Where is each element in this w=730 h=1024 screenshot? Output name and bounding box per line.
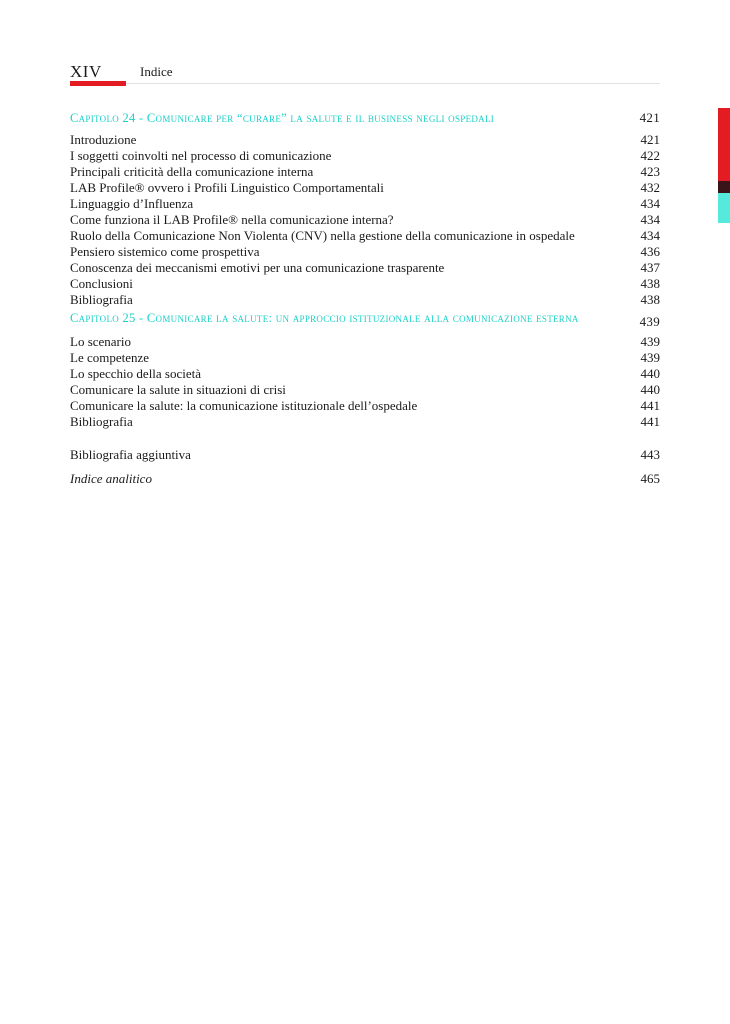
toc-entry-title: Principali criticità della comunicazione interna: [70, 164, 314, 179]
toc-entry-page: 421: [640, 132, 660, 147]
toc-entry-title: Ruolo della Comunicazione Non Violenta (CNV) nella gestione della comunicazione in ospedale: [70, 228, 575, 243]
toc-extra-bibliografia-aggiuntiva[interactable]: [70, 447, 660, 463]
chapter-25-heading[interactable]: [70, 310, 660, 329]
toc-entry[interactable]: [70, 228, 660, 244]
toc-entry-title: LAB Profile® ovvero i Profili Linguistico Comportamentali: [70, 180, 384, 195]
toc-extra-indice-analitico[interactable]: [70, 471, 660, 487]
thumb-tab-cyan: [718, 193, 730, 223]
page-number: XIV: [70, 62, 102, 81]
toc-entry-page: 439: [640, 350, 660, 365]
chapter-title: Capitolo 24 - Comunicare per “curare” la salute e il business negli ospedali: [70, 111, 495, 125]
toc-entry-title: Lo scenario: [70, 334, 132, 349]
toc-entry-title: Linguaggio d’Influenza: [70, 196, 194, 211]
toc-entry-title: Pensiero sistemico come prospettiva: [70, 244, 260, 259]
toc-entry[interactable]: [70, 212, 660, 228]
thumb-tab-dark: [718, 181, 730, 193]
toc-entry[interactable]: [70, 132, 660, 148]
toc-entry-page: 422: [640, 148, 660, 163]
running-head-title: Indice: [140, 64, 173, 79]
toc-entry-title: Bibliografia aggiuntiva: [70, 447, 191, 462]
toc-entry[interactable]: [70, 276, 660, 292]
toc-entry-title: Comunicare la salute in situazioni di crisi: [70, 382, 286, 397]
header-accent-bar: [70, 81, 126, 86]
toc-entry-title: Comunicare la salute: la comunicazione istituzionale dell’ospedale: [70, 398, 418, 413]
toc-entry[interactable]: [70, 164, 660, 180]
toc-entry[interactable]: [70, 196, 660, 212]
toc-entry-page: 438: [640, 276, 660, 291]
toc-entry-page: 434: [640, 196, 660, 211]
toc-entry[interactable]: [70, 180, 660, 196]
toc-entry-page: 432: [640, 180, 660, 195]
toc-entry-title: Indice analitico: [70, 471, 152, 486]
chapter-page: 421: [639, 110, 660, 125]
toc-entry-page: 437: [640, 260, 660, 275]
toc-entry-page: 439: [640, 334, 660, 349]
page-header: [70, 62, 660, 86]
toc-entry-title: Lo specchio della società: [70, 366, 202, 381]
toc-entry[interactable]: [70, 350, 660, 366]
toc-entry-page: 465: [640, 471, 660, 486]
toc-entry[interactable]: [70, 366, 660, 382]
toc-entry-page: 440: [640, 382, 660, 397]
thumb-tab-red: [718, 108, 730, 181]
header-rule: [126, 83, 660, 84]
toc-entry-page: 423: [640, 164, 660, 179]
table-of-contents: [70, 110, 660, 487]
toc-entry-page: 440: [640, 366, 660, 381]
side-thumb-tabs: [718, 108, 730, 223]
toc-entry-title: Conclusioni: [70, 276, 133, 291]
toc-entry-page: 438: [640, 292, 660, 307]
toc-entry-page: 436: [640, 244, 660, 259]
toc-entry[interactable]: [70, 334, 660, 350]
toc-entry-title: Conoscenza dei meccanismi emotivi per una comunicazione trasparente: [70, 260, 445, 275]
toc-entry[interactable]: [70, 244, 660, 260]
toc-entry-title: I soggetti coinvolti nel processo di comunicazione: [70, 148, 332, 163]
toc-entry-title: Bibliografia: [70, 292, 133, 307]
toc-entry[interactable]: [70, 382, 660, 398]
toc-entry-page: 441: [640, 414, 660, 429]
toc-entry-title: Bibliografia: [70, 414, 133, 429]
toc-entry-title: Le competenze: [70, 350, 150, 365]
toc-entry[interactable]: [70, 398, 660, 414]
chapter-title: Capitolo 25 - Comunicare la salute: un approccio istituzionale alla comunicazione esterna: [70, 311, 579, 325]
toc-entry[interactable]: [70, 148, 660, 164]
toc-entry[interactable]: [70, 260, 660, 276]
toc-entry-page: 434: [640, 228, 660, 243]
toc-entry-title: Introduzione: [70, 132, 137, 147]
toc-entry-title: Come funziona il LAB Profile® nella comunicazione interna?: [70, 212, 394, 227]
chapter-page: 439: [639, 314, 660, 329]
toc-entry-page: 443: [640, 447, 660, 462]
chapter-24-heading[interactable]: [70, 110, 660, 126]
toc-entry[interactable]: [70, 414, 660, 430]
toc-entry-page: 441: [640, 398, 660, 413]
toc-entry[interactable]: [70, 292, 660, 308]
toc-entry-page: 434: [640, 212, 660, 227]
